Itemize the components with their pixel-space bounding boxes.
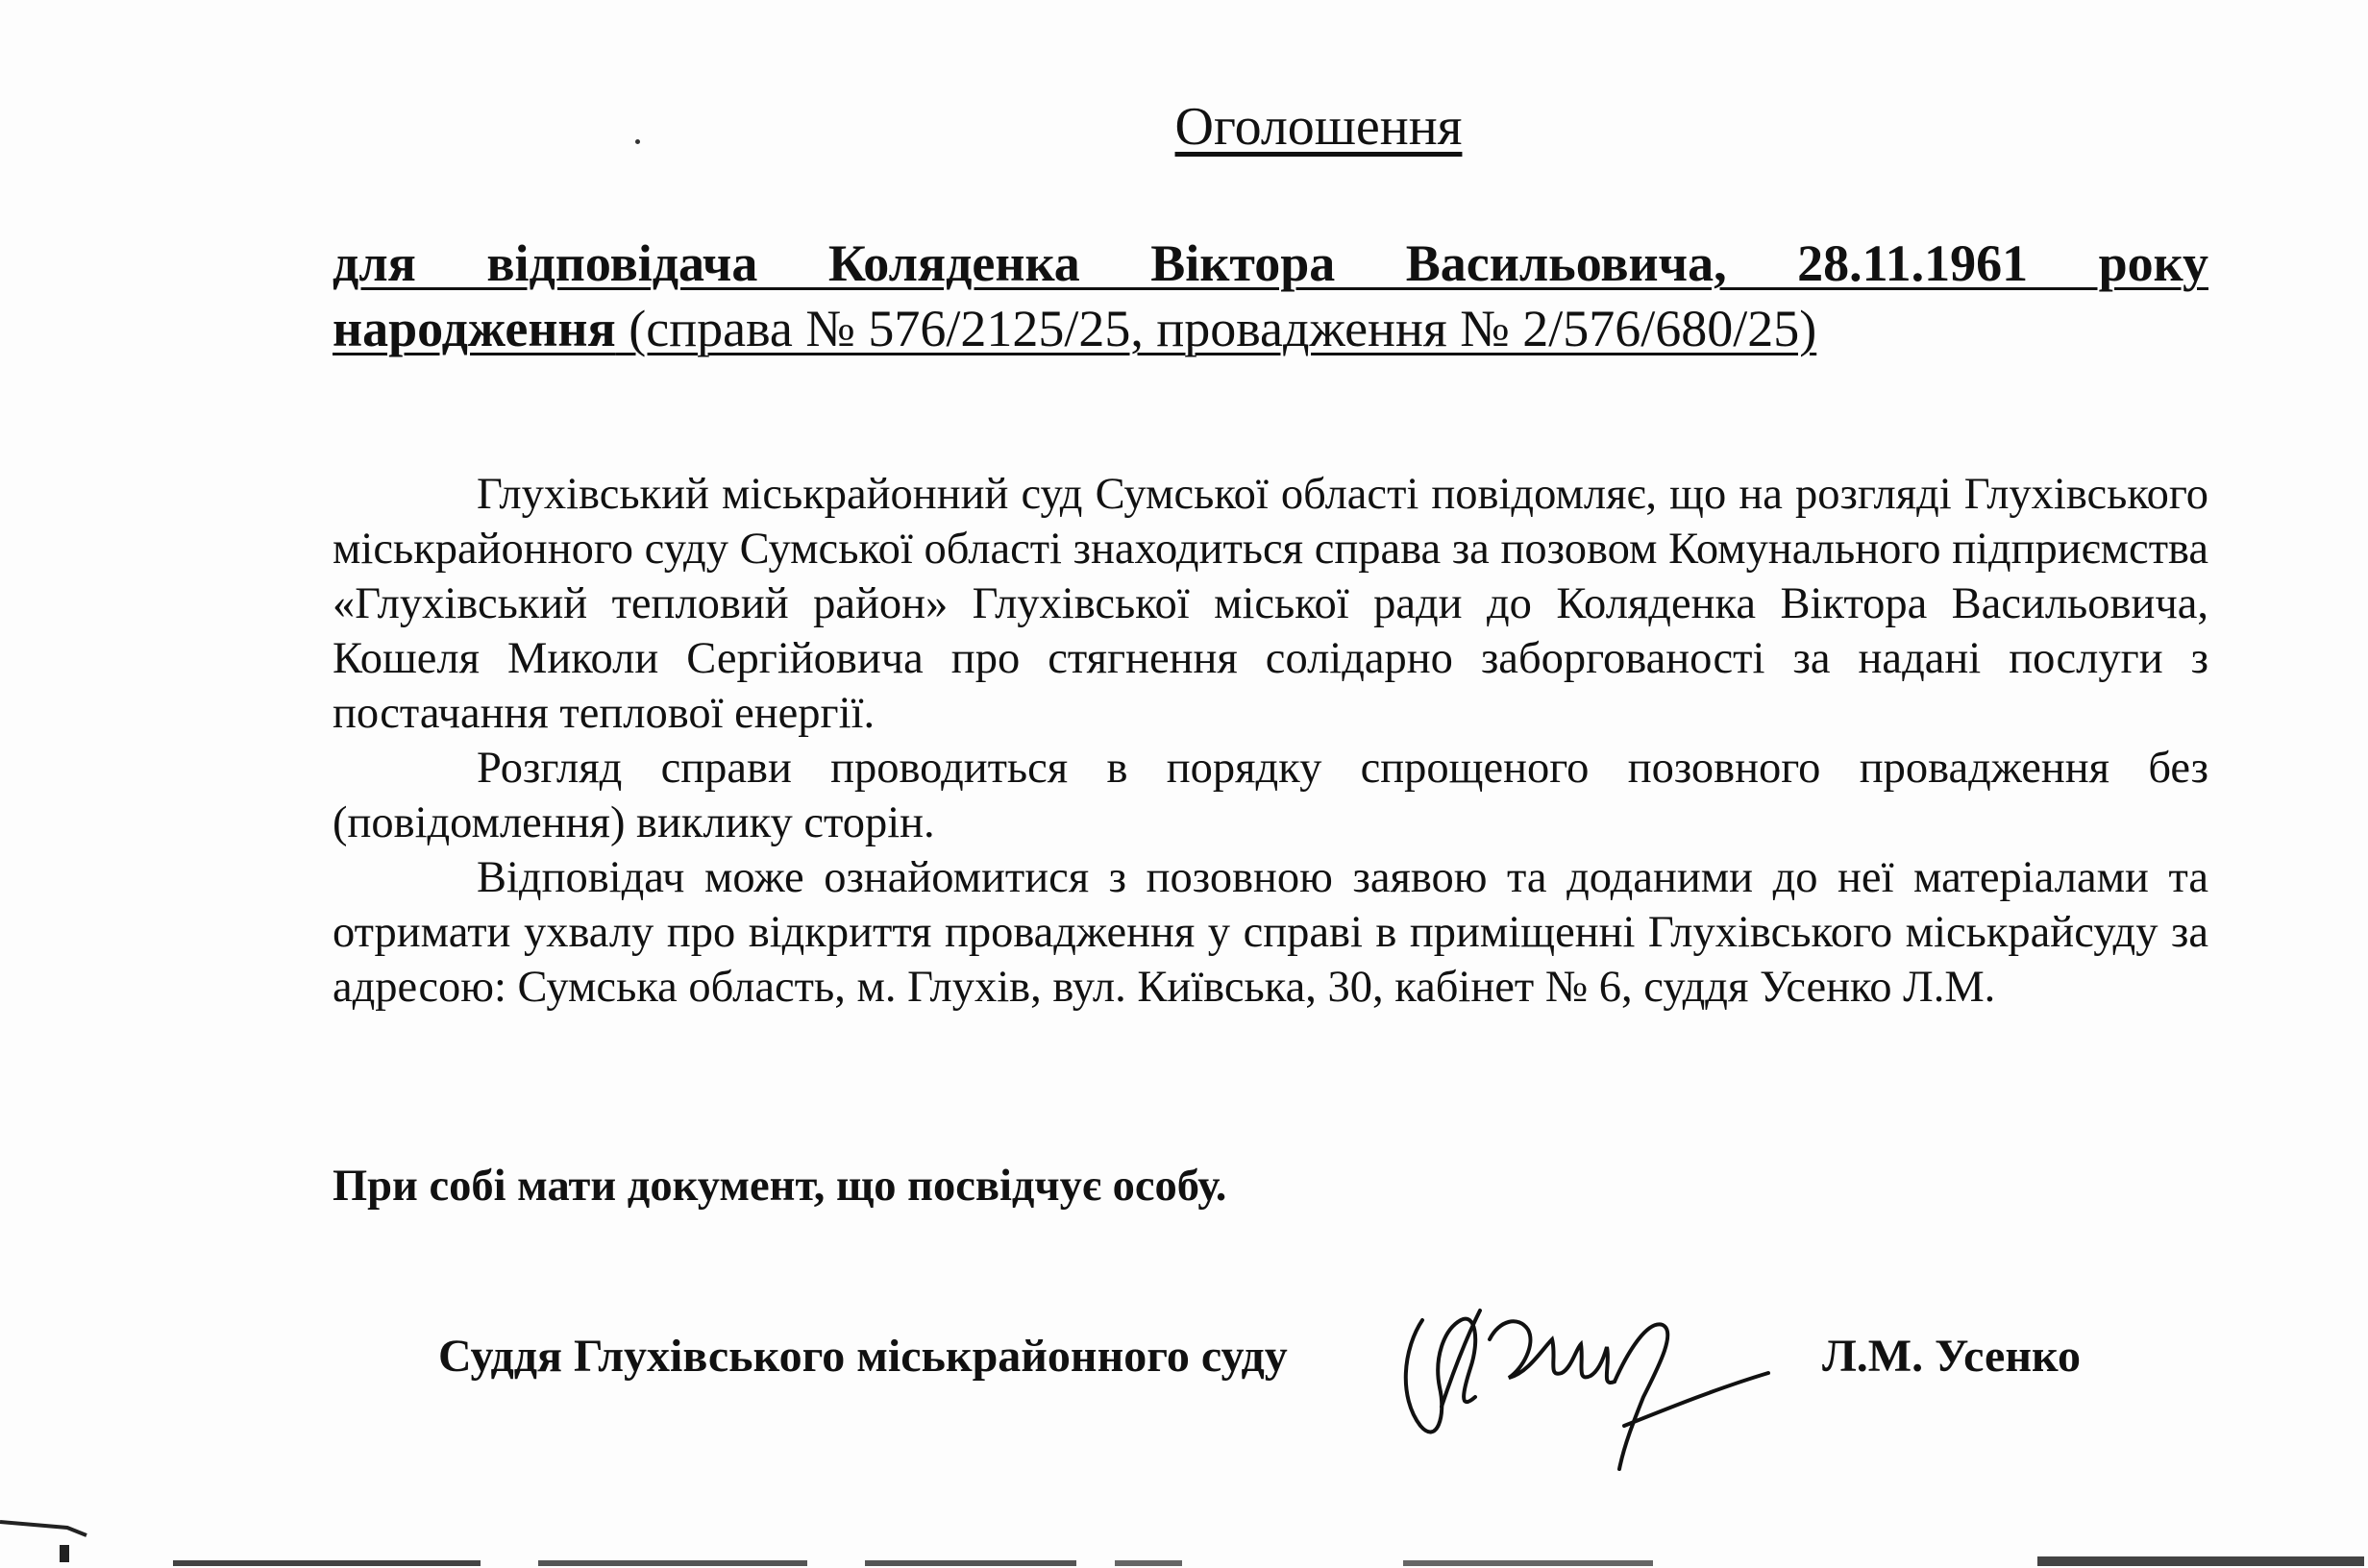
paragraph-procedure: Розгляд справи проводиться в порядку спрощеного позовного провадження без (повідомлення) виклику сторін. [333, 744, 2208, 847]
addressee-block [333, 231, 2208, 361]
id-document-notice: При собі мати документ, що посвідчує особу. [333, 1162, 1227, 1211]
paragraph-case-info: Глухівський міськрайонний суд Сумської області повідомляє, що на розгляді Глухівського міськрайонного суду Сумської області знаходиться справа за позовом Комунального підприємства «Глухівський тепловий район» Глухівської міської ради до Коляденка Віктора Васильовича, Кошеля Миколи Сергійовича про стягнення солідарно заборгованості за надані послуги з постачання теплової енергії. [333, 470, 2208, 738]
document-title-text: Оголошення [1174, 97, 1463, 157]
judge-name: Л.М. Усенко [1822, 1331, 2081, 1382]
paragraph-review-instructions: Відповідач може ознайомитися з позовною заявою та доданими до неї матеріалами та отримати ухвалу про відкриття провадження у справі в приміщенні Глухівського міськрайсуду за адресою: Сумська область, м. Глухів, вул. Київська, 30, кабінет № 6, суддя Усенко Л.М. [333, 853, 2208, 1012]
document-title [0, 96, 2368, 158]
scan-edge-noise [0, 1518, 2368, 1568]
signature-block [0, 1330, 2368, 1483]
document-body [333, 467, 2208, 1015]
addressee-line-2: народження (справа № 576/2125/25, провадження № 2/576/680/25) [333, 300, 1817, 357]
judge-title: Суддя Глухівського міськрайонного суду [438, 1331, 1288, 1382]
addressee-line-1: для відповідача Коляденка Віктора Васильовича, 28.11.1961 року [333, 234, 2208, 292]
signature-icon [1384, 1282, 1788, 1503]
